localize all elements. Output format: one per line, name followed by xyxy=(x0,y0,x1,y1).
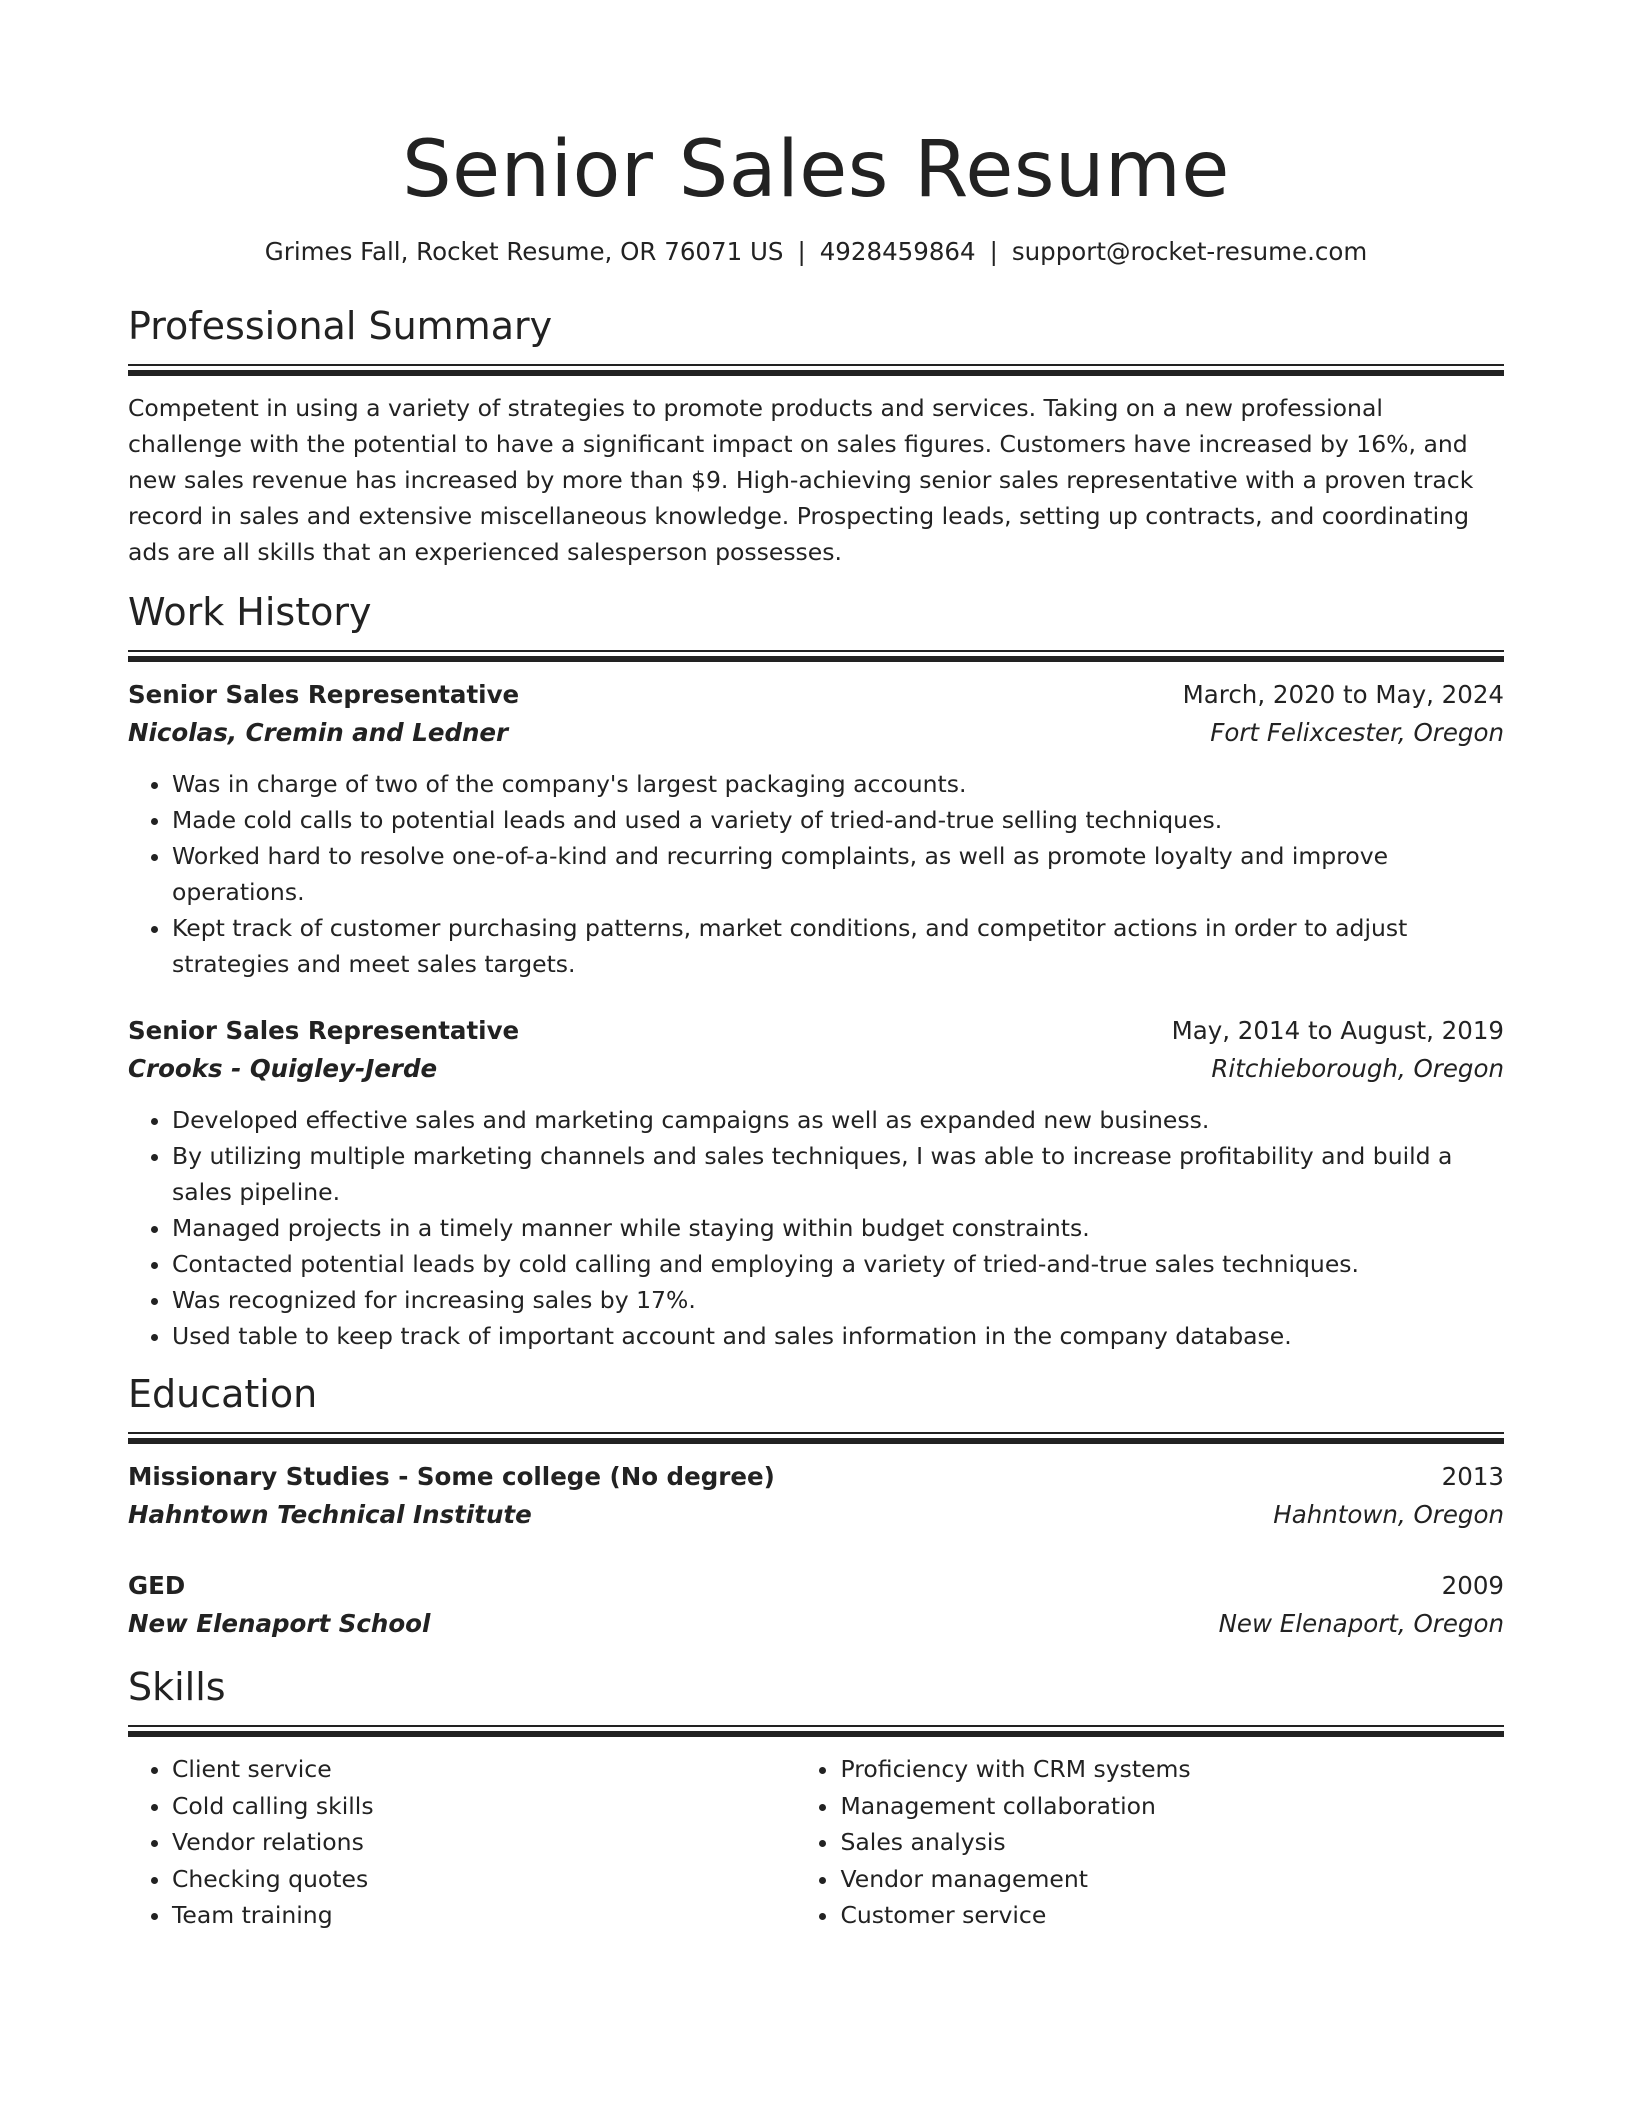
list-item: • By utilizing multiple marketing channels and sales techniques, I was able to increase profitability and build a sales pipeline. xyxy=(172,1138,1504,1210)
list-item: • Developed effective sales and marketing campaigns as well as expanded new business. xyxy=(172,1102,1504,1138)
job-company: Crooks - Quigley-Jerde xyxy=(128,1054,438,1083)
job-title: Senior Sales Representative xyxy=(128,680,520,709)
resume-page xyxy=(128,0,1504,1934)
list-item: • Cold calling skills xyxy=(172,1788,796,1825)
education-degree: Missionary Studies - Some college (No degree) xyxy=(128,1462,775,1491)
list-item: • Management collaboration xyxy=(840,1788,1504,1825)
list-item: • Vendor management xyxy=(840,1861,1504,1898)
section-heading-work: Work History xyxy=(128,590,372,634)
section-divider xyxy=(128,364,1504,376)
education-school: New Elenaport School xyxy=(128,1609,431,1638)
list-item: • Managed projects in a timely manner while staying within budget constraints. xyxy=(172,1210,1504,1246)
education-degree: GED xyxy=(128,1571,186,1600)
education-header-row xyxy=(128,1567,1504,1605)
summary-text: Competent in using a variety of strategies to promote products and services. Taking on a new professional challenge with the potential to have a significant impact on sales figures. Customers have increased by 16%, and new sales revenue has increased by more than $9. High-achieving senior sales representative with a proven track record in sales and extensive miscellaneous knowledge. Prospecting leads, setting up contracts, and coordinating ads are all skills that an experienced salesperson possesses. xyxy=(128,394,1474,566)
section-heading-skills: Skills xyxy=(128,1665,226,1709)
job-company-row xyxy=(128,714,1504,752)
job-bullets xyxy=(128,1102,1504,1354)
skills-list-left xyxy=(128,1751,796,1934)
list-item: • Sales analysis xyxy=(840,1824,1504,1861)
section-divider xyxy=(128,1725,1504,1737)
list-item: • Made cold calls to potential leads and used a variety of tried-and-true selling techniques. xyxy=(172,802,1504,838)
list-item: • Was in charge of two of the company's largest packaging accounts. xyxy=(172,766,1504,802)
job-company: Nicolas, Cremin and Ledner xyxy=(128,718,509,747)
list-item: • Checking quotes xyxy=(172,1861,796,1898)
summary-section xyxy=(128,302,1504,570)
contact-line xyxy=(128,236,1504,268)
contact-email: support@rocket-resume.com xyxy=(1011,237,1368,266)
list-item: • Kept track of customer purchasing patterns, market conditions, and competitor actions in order to adjust strategies and meet sales targets. xyxy=(172,910,1504,982)
list-item: • Vendor relations xyxy=(172,1824,796,1861)
contact-address: Grimes Fall, Rocket Resume, OR 76071 US xyxy=(264,237,784,266)
job-entry xyxy=(128,676,1504,982)
job-header-row xyxy=(128,1012,1504,1050)
education-header-row xyxy=(128,1458,1504,1496)
job-title: Senior Sales Representative xyxy=(128,1016,520,1045)
list-item: • Proficiency with CRM systems xyxy=(840,1751,1504,1788)
contact-separator: | xyxy=(797,237,806,266)
education-year: 2009 xyxy=(1441,1571,1504,1600)
job-location: Fort Felixcester, Oregon xyxy=(1210,718,1504,747)
section-heading-education: Education xyxy=(128,1372,318,1416)
job-dates: March, 2020 to May, 2024 xyxy=(1182,680,1504,709)
education-entry xyxy=(128,1458,1504,1534)
education-school-row xyxy=(128,1496,1504,1534)
education-location: Hahntown, Oregon xyxy=(1273,1500,1504,1529)
job-dates: May, 2014 to August, 2019 xyxy=(1171,1016,1504,1045)
list-item: • Worked hard to resolve one-of-a-kind and recurring complaints, as well as promote loyalty and improve operations. xyxy=(172,838,1504,910)
contact-separator: | xyxy=(989,237,998,266)
list-item: • Client service xyxy=(172,1751,796,1788)
education-location: New Elenaport, Oregon xyxy=(1218,1609,1504,1638)
contact-phone: 4928459864 xyxy=(819,237,976,266)
education-year: 2013 xyxy=(1441,1462,1504,1491)
resume-title: Senior Sales Resume xyxy=(402,125,1230,215)
skills-list-right xyxy=(796,1751,1504,1934)
education-section xyxy=(128,1370,1504,1643)
list-item: • Customer service xyxy=(840,1897,1504,1934)
job-location: Ritchieborough, Oregon xyxy=(1211,1054,1504,1083)
list-item: • Used table to keep track of important account and sales information in the company database. xyxy=(172,1318,1504,1354)
list-item: • Was recognized for increasing sales by 17%. xyxy=(172,1282,1504,1318)
education-school-row xyxy=(128,1605,1504,1643)
job-entry xyxy=(128,1012,1504,1354)
job-company-row xyxy=(128,1050,1504,1088)
list-item: • Contacted potential leads by cold calling and employing a variety of tried-and-true sales techniques. xyxy=(172,1246,1504,1282)
education-school: Hahntown Technical Institute xyxy=(128,1500,532,1529)
job-bullets xyxy=(128,766,1504,982)
section-divider xyxy=(128,1432,1504,1444)
education-entry xyxy=(128,1567,1504,1643)
section-heading-summary: Professional Summary xyxy=(128,304,553,348)
list-item: • Team training xyxy=(172,1897,796,1934)
skills-columns xyxy=(128,1751,1504,1934)
job-header-row xyxy=(128,676,1504,714)
section-divider xyxy=(128,650,1504,662)
work-section xyxy=(128,588,1504,1354)
skills-section xyxy=(128,1663,1504,1934)
